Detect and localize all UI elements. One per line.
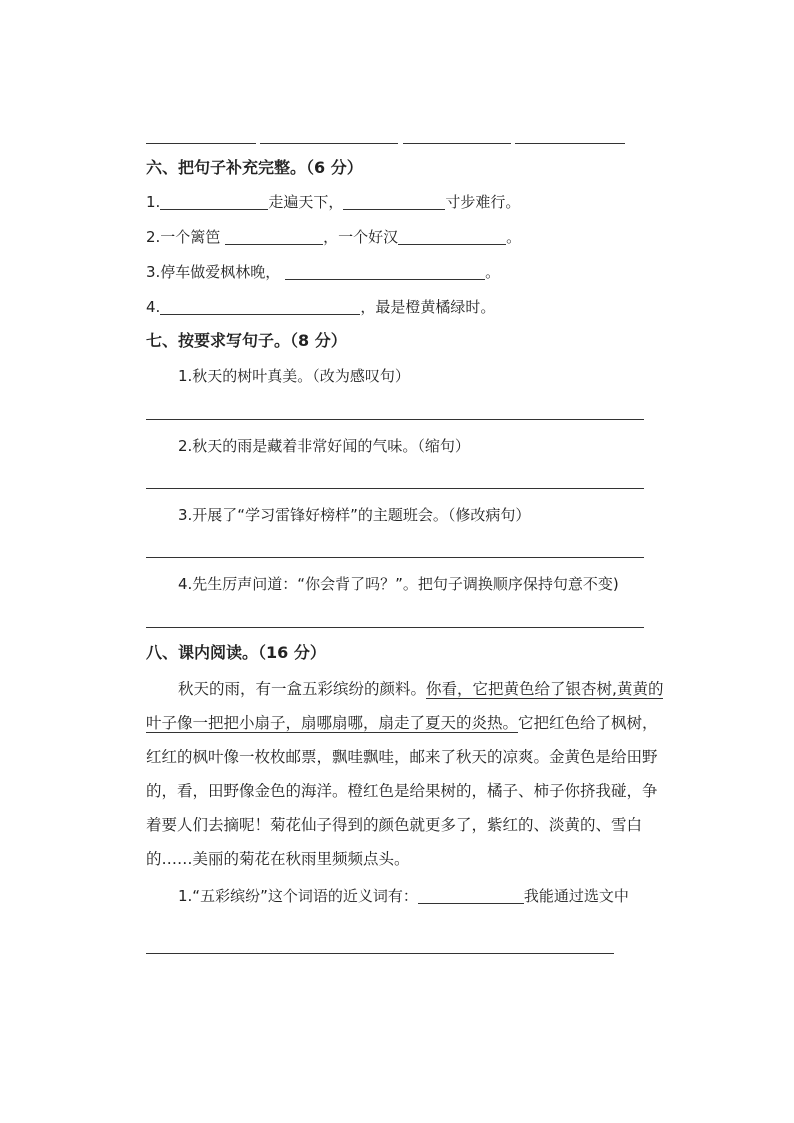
blank[interactable] — [343, 193, 445, 210]
s6-item-1: 1. 走遍天下， 寸步难行。 — [146, 193, 521, 211]
s6-item-3: 3.停车做爱枫林晚， 。 — [146, 263, 501, 281]
answer-line[interactable] — [403, 143, 511, 144]
blank[interactable] — [285, 263, 485, 280]
answer-line[interactable] — [146, 953, 614, 954]
blank[interactable] — [418, 887, 524, 904]
answer-line[interactable] — [260, 143, 398, 144]
section-7-title: 七、按要求写句子。（8 分） — [146, 331, 347, 350]
section-8-title: 八、课内阅读。（16 分） — [146, 643, 326, 662]
answer-line[interactable] — [146, 419, 644, 420]
reading-passage: 秋天的雨，有一盒五彩缤纷的颜料。你看，它把黄色给了银杏树,黄黄的叶子像一把把小扇子，扇哪扇哪，扇走了夏天的炎热。它把红色给了枫树，红红的枫叶像一枚枚邮票，飘哇飘哇，邮来了秋天的凉爽。金黄色是给田野的，看，田野像金色的海洋。橙红色是给果树的，橘子、柿子你挤我碰，争着要人们去摘呢！菊花仙子得到的颜色就更多了，紫红的、淡黄的、雪白的……美丽的菊花在秋雨里频频点头。 — [146, 680, 664, 868]
s7-item-3: 3.开展了“学习雷锋好榜样”的主题班会。（修改病句） — [178, 506, 531, 524]
answer-line[interactable] — [146, 488, 644, 489]
blank[interactable] — [225, 228, 323, 245]
answer-line[interactable] — [146, 557, 644, 558]
s7-item-4: 4.先生厉声问道：“你会背了吗？”。把句子调换顺序保持句意不变) — [178, 575, 619, 593]
s6-item-4: 4. ，最是橙黄橘绿时。 — [146, 298, 496, 316]
s8-question-1: 1.“五彩缤纷”这个词语的近义词有： 我能通过选文中 — [178, 887, 629, 905]
answer-line[interactable] — [146, 627, 644, 628]
answer-line[interactable] — [146, 143, 256, 144]
s7-item-1: 1.秋天的树叶真美。（改为感叹句） — [178, 367, 410, 385]
blank[interactable] — [160, 193, 268, 210]
blank[interactable] — [398, 228, 506, 245]
section-6-title: 六、把句子补充完整。（6 分） — [146, 158, 363, 177]
underlined-sentence: 你看，它把黄色给了银杏树,黄黄的叶子像一把把小扇子，扇哪扇哪，扇走了夏天的炎热。 — [146, 680, 664, 732]
blank[interactable] — [160, 298, 360, 315]
s7-item-2: 2.秋天的雨是藏着非常好闻的气味。（缩句） — [178, 437, 470, 455]
answer-line[interactable] — [515, 143, 625, 144]
s6-item-2: 2.一个篱笆 ，一个好汉 。 — [146, 228, 522, 246]
